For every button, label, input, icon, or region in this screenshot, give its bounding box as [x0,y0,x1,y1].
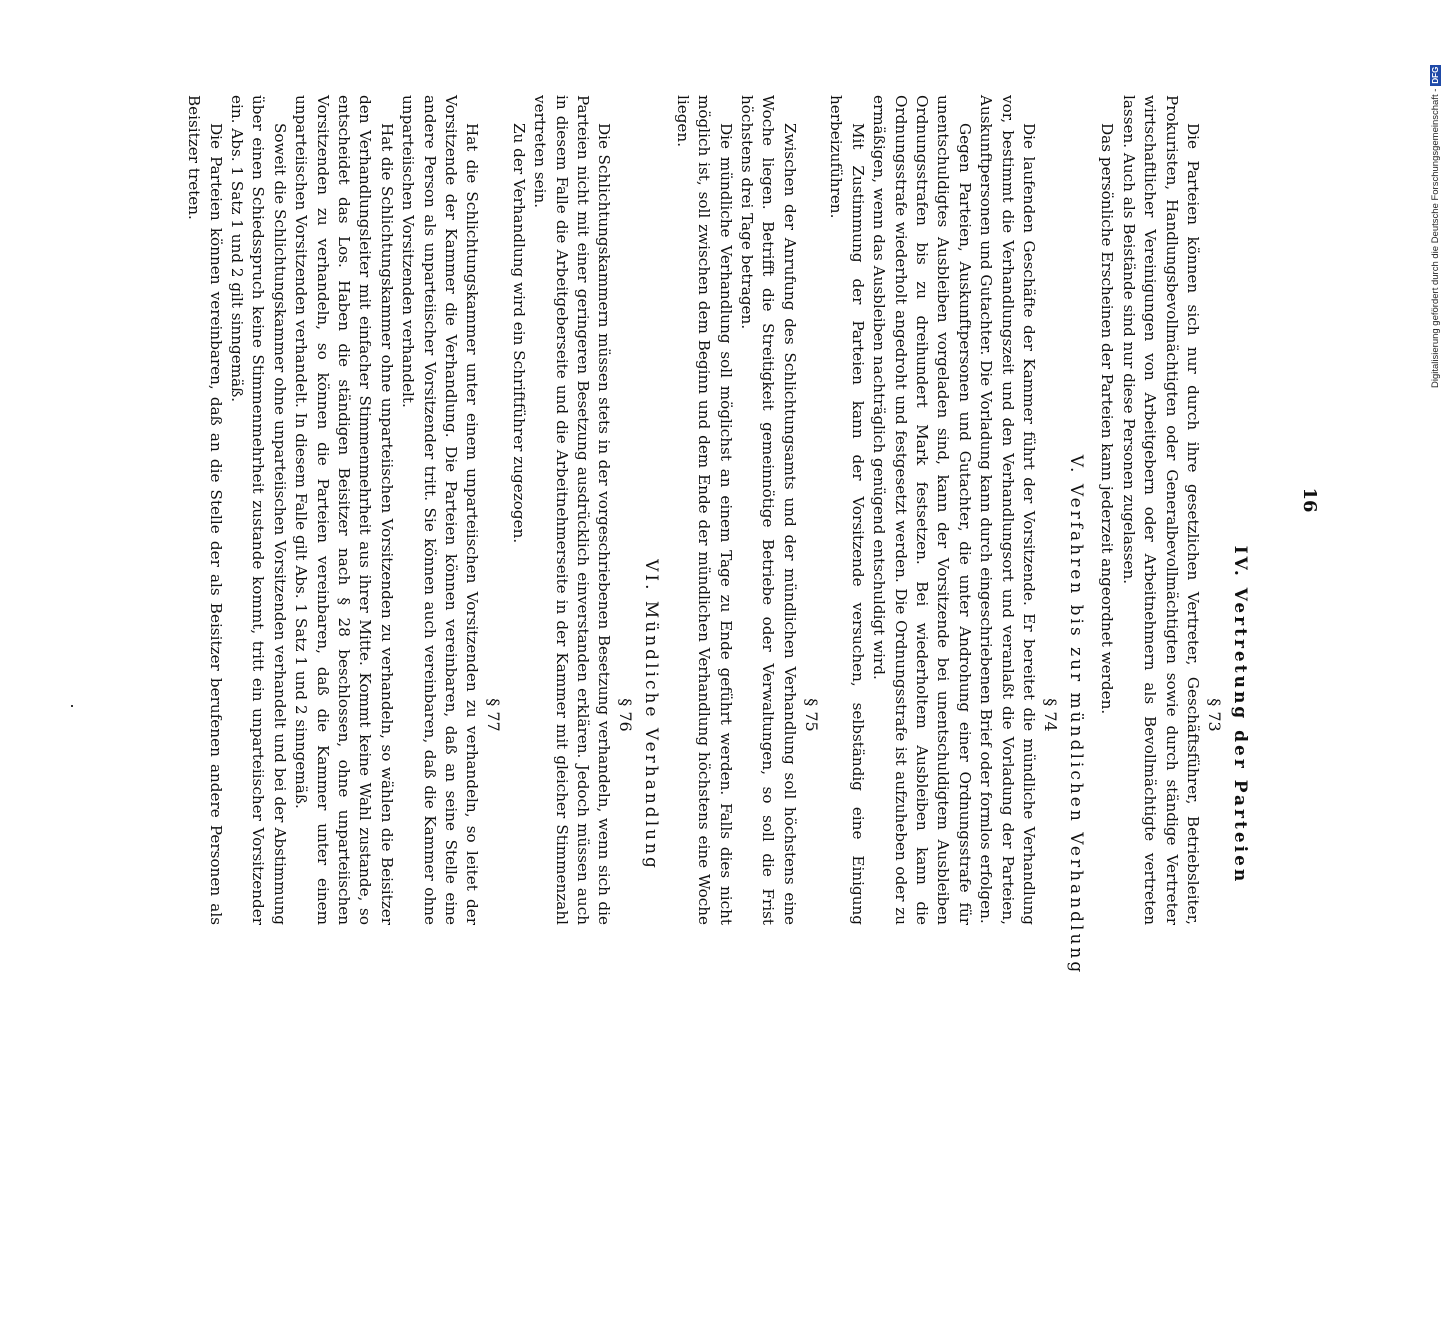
page-number: 16 [1299,487,1320,513]
paragraph-text: Die laufenden Geschäfte der Kammer führt der Vorsitzende. Er bereitet die mündliche Verhandlung vor, bestimmt die Verhandlungszeit und den Verhandlungsort und veranlaßt die Vorladung der Parteien, Auskunftpersonen und Gutachter. Die Vorladung kann durch eingeschriebenen Brief oder formlos erfolgen. [977,95,1038,925]
paragraph-text: Hat die Schlichtungskammer unter einem unparteiischen Vorsitzenden zu verhandeln, so leitet der Vorsitzende der Kammer die Verhandlung. Die Parteien können vereinbaren, daß an seine Stelle eine andere Person als unparteiischer Vorsitzender tritt. Sie können auch vereinbaren, daß die Kammer ohne unparteiischen Vorsitzenden verhandelt. [399,95,482,925]
paragraph-text: Hat die Schlichtungskammer ohne unparteiischen Vorsitzenden zu verhandeln, so wählen die Beisitzer den Verhandlungsleiter mit einfacher Stimmenmehrheit aus ihrer Mitte. Kommt keine Wahl zustande, so entscheidet das Los. Haben die ständigen Beisitzer nach § 28 beschlossen, ohne unparteiischen Vorsitzenden zu verhandeln, so können die Parteien vereinbaren, daß die Kammer unter einem unparteiischen Vorsitzenden verhandelt. In diesem Falle gilt Abs. 1 Satz 1 und 2 sinngemäß. [292,95,396,925]
page-body [80,95,1260,1335]
paragraph-text: Mit Zustimmung der Parteien kann der Vorsitzende versuchen, selbständig eine Einigung herbeizuführen. [827,95,867,925]
paragraph-text: Soweit die Schlichtungskammer ohne unparteiischen Vorsitzenden verhandelt und bei der Abstimmung über einen Schiedsspruch keine Stimmenmehrheit zustande kommt, tritt ein unparteiischer Vorsitzender ein. Abs. 1 Satz 1 und 2 gilt sinngemäß. [227,95,289,925]
paragraph-text: Gegen Parteien, Auskunftpersonen und Gutachter, die unter Androhung einer Ordnungsstrafe für unentschuldigtes Ausbleiben vorgeladen sind, kann der Vorsitzende bei unentschuldigtem Ausbleiben Ordnungsstrafen bis zu dreihundert Mark festsetzen. Bei wiederholtem Ausbleiben kann die Ordnungsstrafe wiederholt angedroht und festgesetzt werden. Die Ordnungsstrafe ist aufzuheben oder zu ermäßigen, wenn das Ausbleiben nachträglich genügend entschuldigt wird. [870,95,974,925]
document-section [671,95,1086,1335]
paragraph-text: Zu der Verhandlung wird ein Schriftführer zugezogen. [509,123,528,544]
section-heading: V. Verfahren bis zur mündlichen Verhandlung [1065,454,1086,976]
section-heading: VI. Mündliche Verhandlung [641,559,662,871]
paragraph-number: § 74 [1040,698,1060,732]
paragraph-number: § 75 [801,698,821,732]
paragraph-text: Die mündliche Verhandlung soll möglichst an einem Tage zu Ende geführt werden. Falls dies nicht möglich ist, soll zwischen dem Beginn und dem Ende der mündlichen Verhandlung höchstens eine Woche liegen. [673,95,735,925]
paragraph-number: § 76 [616,698,636,732]
document-section [183,95,662,1335]
digitization-credit [1412,8,1441,408]
paragraph-text: Das persönliche Erscheinen der Parteien kann jederzeit angeordnet werden. [1098,123,1117,715]
paragraph-text: Die Parteien können sich nur durch ihre gesetzlichen Vertreter, Geschäftsführer, Betriebsleiter, Prokuristen, Handlungsbevollmächtigten oder Generalbevollmächtigten sowie durch ständige Vertreter wirtschaftlicher Vereinigungen von Arbeitgebern oder Arbeitnehmern als Bevollmächtigte vertreten lassen. Auch als Beistände sind nur diese Personen zugelassen. [1119,95,1202,925]
dfg-logo: DFG [1431,66,1440,84]
paragraph-text: Die Parteien können vereinbaren, daß an die Stelle der als Beisitzer berufenen andere Personen als Beisitzer treten. [185,95,225,925]
rotated-document-page [70,0,1330,1000]
section-heading: IV. Vertretung der Parteien [1230,545,1250,885]
credit-text: Digitalisierung gefördert durch die Deutsche Forschungsgemeinschaft - [1430,88,1441,388]
paragraph-number: § 73 [1205,698,1224,732]
paragraph-number: § 77 [484,698,504,732]
paragraph-text: Die Schlichtungskammern müssen stets in der vorgeschriebenen Besetzung verhandeln, wenn sich die Parteien nicht mit einer geringeren Besetzung ausdrücklich einverstanden erklären. Jedoch müssen auch in diesem Falle die Arbeitgeberseite und die Arbeitnehmerseite in der Kammer mit gleicher Stimmenzahl vertreten sein. [531,95,614,925]
document-section [1096,95,1250,1335]
scan-speck [71,705,73,707]
paragraph-text: Zwischen der Anrufung des Schlichtungsamts und der mündlichen Verhandlung soll höchstens eine Woche liegen. Betrifft die Streitigkeit gemeinnötige Betriebe oder Verwaltungen, so soll die Frist höchstens drei Tage betragen. [738,95,799,925]
